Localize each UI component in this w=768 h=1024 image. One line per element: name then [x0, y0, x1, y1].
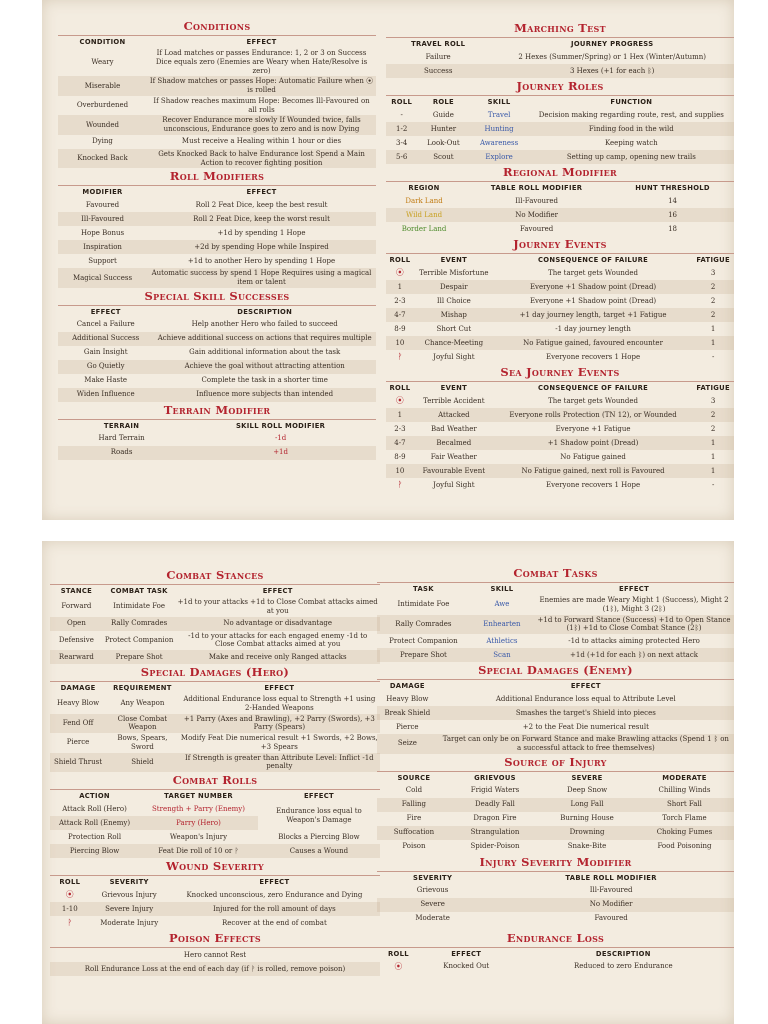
- conditions-title: Conditions: [58, 18, 376, 36]
- table-row: Knocked Back Gets Knocked Back to halve Endurance lost Spend a Main Action to recover fighting position: [58, 149, 376, 169]
- left-column: [58, 18, 376, 460]
- table-row: 4-7 Mishap +1 day journey length, target +1 Fatigue 2: [386, 308, 734, 322]
- gandalf-rune-icon: ᚹ: [397, 480, 403, 489]
- sea-journey-events-title: Sea Journey Events: [386, 364, 734, 382]
- col-header: EFFECT: [451, 949, 482, 958]
- col-header: DESCRIPTION: [595, 949, 651, 958]
- injury-severity-modifier-table: [377, 872, 734, 926]
- col-header: CONSEQUENCE OF FAILURE: [537, 384, 649, 392]
- table-row: Moderate Favoured: [415, 914, 628, 923]
- table-row: Additional Success Achieve additional success on actions that requires multiple: [58, 332, 376, 346]
- right-column: [377, 565, 734, 974]
- table-row: Border Land Favoured 18: [401, 224, 678, 233]
- table-row: ᚹ Joyful Sight Everyone recovers 1 Hope -: [386, 478, 734, 492]
- table-row: 1 Despair Everyone +1 Shadow point (Dread) 2: [386, 280, 734, 294]
- combat-stances-title: Combat Stances: [50, 567, 380, 585]
- table-row: Fire Dragon Fire Burning House Torch Flame: [406, 814, 707, 823]
- col-header: FATIGUE: [696, 384, 730, 392]
- col-header: STANCE: [60, 587, 93, 595]
- table-row: Hero cannot Rest: [183, 950, 247, 959]
- table-row: Make Haste Complete the task in a shorter time: [84, 376, 328, 385]
- col-header: EFFECT: [264, 684, 295, 692]
- col-header: ROLL: [59, 878, 81, 886]
- col-header: SEVERITY: [109, 878, 149, 886]
- table-row: Weary If Load matches or passes Endurance: 1, 2 or 3 on Success Dice equals zero (Enemies are Weary when Hate/Resolve is zero): [91, 49, 368, 75]
- table-row: 8-9 Fair Weather No Fatigue gained 1: [394, 452, 716, 461]
- col-header: EFFECT: [90, 307, 121, 316]
- eye-icon: ⦿: [395, 268, 404, 277]
- col-header: JOURNEY PROGRESS: [570, 40, 654, 48]
- table-row: Pierce Bows, Spears, Sword Modify Feat Die numerical result +1 Swords, +2 Bows, +3 Spears: [66, 734, 378, 751]
- col-header: ACTION: [79, 792, 110, 800]
- col-header: SKILL: [490, 585, 514, 593]
- eye-icon: ⦿: [394, 961, 403, 971]
- table-row: Break Shield Smashes the target's Shield into pieces: [377, 706, 734, 720]
- table-row: Heavy Blow Additional Endurance loss equal to Attribute Level: [386, 694, 676, 703]
- table-row: 5-6 Scout Explore Setting up camp, opening new trails: [386, 150, 734, 164]
- table-row: Miserable If Shadow matches or passes Hope: Automatic Failure when ⦿ is rolled: [58, 76, 376, 96]
- table-row: Hard Terrain -1d: [98, 434, 287, 443]
- gandalf-rune-icon: ᚹ: [67, 918, 73, 927]
- col-header: DESCRIPTION: [237, 307, 293, 316]
- table-row: ⦿ Knocked Out Reduced to zero Endurance: [377, 960, 734, 974]
- table-row: ⦿ Terrible Misfortune The target gets Wounded 3: [386, 266, 734, 280]
- table-row: Ill-Favoured Roll 2 Feat Dice, keep the worst result: [58, 212, 376, 226]
- col-header: EFFECT: [259, 878, 290, 886]
- col-header: ROLE: [432, 98, 454, 106]
- table-row: 2-3 Ill Choice Everyone +1 Shadow point (Dread) 2: [394, 296, 716, 305]
- col-header: TRAVEL ROLL: [411, 40, 466, 48]
- special-damages-hero-title: Special Damages (Hero): [50, 664, 380, 682]
- reference-sheet-combat: [42, 541, 734, 1024]
- col-header: EFFECT: [246, 188, 277, 197]
- right-column: [386, 20, 734, 492]
- regional-modifier-title: Regional Modifier: [386, 164, 734, 182]
- table-row: ᚹ Joyful Sight Everyone recovers 1 Hope -: [386, 350, 734, 364]
- table-row: Gain Insight Gain additional information about the task: [83, 348, 341, 357]
- table-row: Roads +1d: [58, 446, 376, 460]
- journey-events-title: Journey Events: [386, 236, 734, 254]
- table-row: Dying Must receive a Healing within 1 hour or dies: [92, 137, 342, 146]
- table-row: 1 Attacked Everyone rolls Protection (TN 12), or Wounded 2: [386, 408, 734, 422]
- col-header: SEVERE: [571, 773, 603, 782]
- col-header: TABLE ROLL MODIFIER: [565, 873, 657, 882]
- table-row: 3-4 Look-Out Awareness Keeping watch: [396, 138, 658, 147]
- table-row: Open Rally Comrades No advantage or disadvantage: [50, 617, 380, 631]
- table-row: 10 Chance-Meeting No Fatigue gained, favoured encounter 1: [386, 336, 734, 350]
- endurance-loss-table: [377, 948, 734, 974]
- table-row: Rally Comrades Enhearten +1d to Forward Stance (Success) +1d to Open Stance (1ᛒ) +1d to Close Combat Stance (2ᛒ): [377, 615, 734, 635]
- combat-tasks-table: [377, 583, 734, 662]
- col-header: REGION: [408, 184, 440, 192]
- table-row: ⦿ Terrible Accident The target gets Wounded 3: [386, 394, 734, 408]
- source-of-injury-table: [377, 772, 734, 854]
- marching-test-table: [386, 38, 734, 78]
- table-row: Roll Endurance Loss at the end of each day (if ᚹ is rolled, remove poison): [50, 962, 380, 976]
- col-header: EFFECT: [303, 792, 334, 800]
- table-row: Severe No Modifier: [377, 898, 734, 912]
- journey-roles-table: [386, 96, 734, 164]
- eye-icon: ⦿: [395, 396, 404, 405]
- table-row: 4-7 Becalmed +1 Shadow point (Dread) 1: [386, 436, 734, 450]
- special-damages-enemy-title: Special Damages (Enemy): [377, 662, 734, 680]
- endurance-loss-title: Endurance Loss: [377, 930, 734, 948]
- wound-severity-title: Wound Severity: [50, 858, 380, 876]
- col-header: FATIGUE: [696, 256, 730, 264]
- table-row: Suffocation Strangulation Drowning Choking Fumes: [377, 826, 734, 840]
- col-header: SKILL: [487, 98, 511, 106]
- col-header: DAMAGE: [389, 682, 425, 690]
- table-row: Failure 2 Hexes (Summer/Spring) or 1 Hex (Winter/Autumn): [425, 52, 707, 61]
- special-damages-enemy-table: [377, 680, 734, 754]
- source-of-injury-title: Source of Injury: [377, 754, 734, 772]
- sea-journey-events-table: [386, 382, 734, 492]
- col-header: CONDITION: [79, 38, 126, 46]
- table-row: Intimidate Foe Awe Enemies are made Weary Might 1 (Success), Might 2 (1ᛒ), Might 3 (2ᛒ): [397, 596, 729, 613]
- table-row: Cold Frigid Waters Deep Snow Chilling Winds: [405, 786, 711, 795]
- table-row: Magical Success Automatic success by spend 1 Hope Requires using a magical item or talent: [58, 268, 376, 288]
- combat-rolls-table: [50, 790, 380, 858]
- table-row: Go Quietly Achieve the goal without attracting attention: [58, 360, 376, 374]
- table-row: Attack Roll (Enemy) Parry (Hero): [50, 816, 380, 830]
- table-row: Fend Off Close Combat Weapon +1 Parry (Axes and Brawling), +2 Parry (Swords), +3 Parry (Spears): [50, 714, 380, 734]
- col-header: GRIEVOUS: [474, 773, 516, 782]
- col-header: SOURCE: [397, 773, 431, 782]
- special-skill-successes-title: Special Skill Successes: [58, 288, 376, 306]
- table-row: Seize Target can only be on Forward Stance and make Brawling attacks (Spend 1 ᛒ on a successful attack to free themselves): [377, 734, 734, 754]
- col-header: EVENT: [440, 256, 468, 264]
- col-header: ROLL: [389, 256, 411, 264]
- col-header: REQUIREMENT: [113, 684, 172, 692]
- table-row: 1-10 Severe Injury Injured for the roll amount of days: [50, 902, 380, 916]
- col-header: SEVERITY: [413, 873, 453, 882]
- table-row: - Guide Travel Decision making regarding route, rest, and supplies: [400, 110, 724, 119]
- col-header: CONSEQUENCE OF FAILURE: [537, 256, 649, 264]
- marching-test-title: Marching Test: [386, 20, 734, 38]
- col-header: TARGET NUMBER: [164, 792, 233, 800]
- col-header: ROLL: [389, 384, 411, 392]
- combat-rolls-title: Combat Rolls: [50, 772, 380, 790]
- col-header: TERRAIN: [103, 421, 140, 430]
- col-header: ROLL: [387, 949, 409, 958]
- table-row: Shield Thrust Shield If Strength is greater than Attribute Level: Inflict -1d penalty: [50, 753, 380, 773]
- table-row: Favoured Roll 2 Feat Dice, keep the best result: [85, 200, 328, 209]
- table-row: Prepare Shot Scan +1d (+1d for each ᛒ) on next attack: [377, 648, 734, 662]
- col-header: TASK: [413, 585, 434, 593]
- col-header: MODERATE: [662, 773, 707, 782]
- col-header: DAMAGE: [60, 684, 96, 692]
- table-row: 10 Favourable Event No Fatigue gained, next roll is Favoured 1: [386, 464, 734, 478]
- table-row: Widen Influence Influence more subjects than intended: [58, 388, 376, 402]
- combat-stances-table: [50, 585, 380, 664]
- col-header: EFFECT: [619, 585, 650, 593]
- table-row: Forward Intimidate Foe +1d to your attacks +1d to Close Combat attacks aimed at you: [61, 598, 378, 615]
- special-skill-successes-table: [58, 306, 376, 402]
- table-row: Protection Roll Weapon's Injury Blocks a Piercing Blow: [67, 832, 360, 841]
- table-row: Poison Spider-Poison Snake-Bite Food Poisoning: [402, 842, 712, 851]
- col-header: TABLE ROLL MODIFIER: [490, 184, 583, 192]
- table-row: ᚹ Moderate Injury Recover at the end of combat: [50, 916, 380, 930]
- table-row: Falling Deadly Fall Long Fall Short Fall: [377, 798, 734, 812]
- poison-effects-title: Poison Effects: [50, 930, 380, 948]
- combat-tasks-title: Combat Tasks: [377, 565, 734, 583]
- roll-modifiers-title: Roll Modifiers: [58, 168, 376, 186]
- col-header: FUNCTION: [610, 98, 653, 106]
- table-row: Heavy Blow Any Weapon Additional Endurance loss equal to Strength +1 using 2-Handed Weapons: [56, 695, 376, 712]
- roll-modifiers-table: [58, 186, 376, 288]
- reference-sheet-travel: [42, 0, 734, 520]
- table-row: Dark Land Ill-Favoured 14: [405, 196, 678, 205]
- col-header: EVENT: [440, 384, 468, 392]
- table-row: 1-2 Hunter Hunting Finding food in the wild: [386, 122, 734, 136]
- table-row: 8-9 Short Cut -1 day journey length 1: [394, 324, 716, 333]
- gandalf-rune-icon: ᚹ: [397, 352, 403, 361]
- table-row: Rearward Prepare Shot Make and receive only Ranged attacks: [50, 650, 380, 664]
- table-row: Support +1d to another Hero by spending 1 Hope: [88, 256, 336, 265]
- conditions-table: [58, 36, 376, 168]
- col-header: MODIFIER: [82, 188, 123, 197]
- table-row: Wild Land No Modifier 16: [386, 208, 734, 222]
- eye-icon: ⦿: [65, 890, 74, 899]
- injury-severity-modifier-title: Injury Severity Modifier: [377, 854, 734, 872]
- wound-severity-table: [50, 876, 380, 930]
- regional-modifier-table: [386, 182, 734, 236]
- col-header: EFFECT: [262, 587, 293, 595]
- terrain-modifier-table: [58, 420, 376, 460]
- col-header: EFFECT: [246, 38, 277, 46]
- special-damages-hero-table: [50, 682, 380, 772]
- terrain-modifier-title: Terrain Modifier: [58, 402, 376, 420]
- table-row: Cancel a Failure Help another Hero who failed to succeed: [76, 320, 338, 329]
- table-row: Hope Bonus +1d by spending 1 Hope: [80, 228, 306, 237]
- table-row: Protect Companion Athletics -1d to attacks aiming protected Hero: [389, 636, 700, 645]
- col-header: HUNT THRESHOLD: [635, 184, 710, 192]
- poison-effects-table: [50, 948, 380, 976]
- table-row: Piercing Blow Feat Die roll of 10 or ᚹ Causes a Wound: [50, 844, 380, 858]
- journey-roles-title: Journey Roles: [386, 78, 734, 96]
- table-row: Defensive Protect Companion -1d to your attacks for each engaged enemy -1d to Close Combat attacks aimed at you: [58, 631, 368, 649]
- table-row: Pierce +2 to the Feat Die numerical result: [396, 722, 649, 731]
- left-column: [50, 567, 380, 976]
- table-row: Overburdened If Shadow reaches maximum Hope: Becomes Ill-Favoured on all rolls: [76, 96, 370, 114]
- col-header: EFFECT: [570, 682, 601, 690]
- table-row: Inspiration +2d by spending Hope while Inspired: [58, 240, 376, 254]
- table-row: 2-3 Bad Weather Everyone +1 Fatigue 2: [394, 424, 716, 433]
- table-row: Grievous Ill-Favoured: [416, 886, 633, 895]
- col-header: SKILL ROLL MODIFIER: [235, 421, 326, 430]
- table-row: Wounded Recover Endurance more slowly If Wounded twice, falls unconscious, Endurance goes to zero and is now Dying: [58, 115, 376, 135]
- table-row: Attack Roll (Hero) Strength + Parry (Enemy) Endurance loss equal to Weapon's Damage: [62, 804, 362, 824]
- col-header: COMBAT TASK: [110, 587, 168, 595]
- journey-events-table: [386, 254, 734, 364]
- table-row: Success 3 Hexes (+1 for each ᛒ): [386, 64, 734, 78]
- col-header: ROLL: [391, 98, 413, 106]
- table-row: ⦿ Grievous Injury Knocked unconscious, zero Endurance and Dying: [50, 888, 380, 902]
